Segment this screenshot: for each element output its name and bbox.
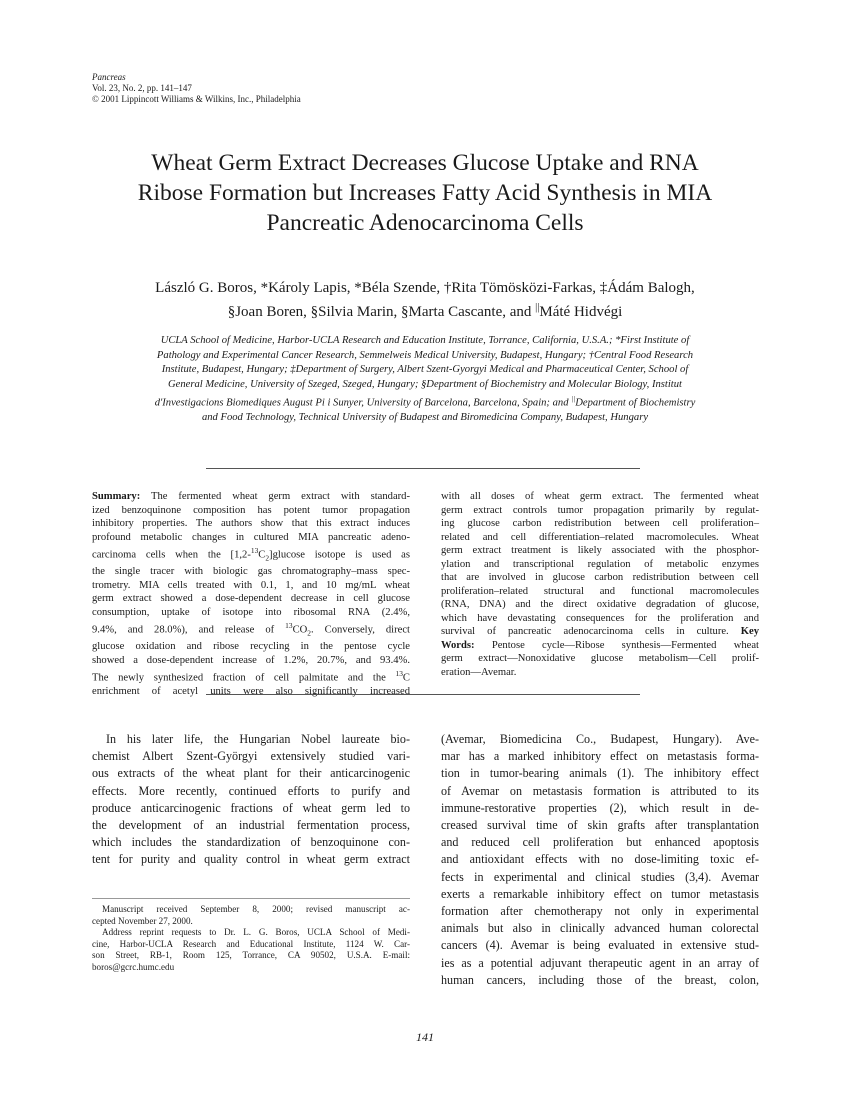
abstract-line: profound metabolic changes in cultured MIA pancreatic adeno-: [92, 531, 410, 543]
body-line: tion in tumor-bearing animals (1). The inhibitory effect: [441, 766, 759, 781]
abstract-line: eration—Avemar.: [441, 666, 517, 678]
abstract-line: proliferation–related structural and functional macromolecules: [441, 585, 759, 597]
affiliation-line: Pathology and Experimental Cancer Research, Semmelweis Medical University, Budapest, Hungary; †Central Food Research: [156, 349, 694, 361]
article-title: [60, 148, 790, 238]
affiliation-line: and Food Technology, Technical University of Budapest and Biromedicina Company, Budapest, Hungary: [201, 412, 649, 424]
abstract-line: (RNA, DNA) and the direct oxidative degradation of glucose,: [441, 599, 759, 610]
body-line: animals but also in clinically advanced human colorectal: [441, 921, 759, 936]
body-line: cancers (4). Avemar is being evaluated in extensive stud-: [441, 938, 759, 953]
footnote-rule: [92, 898, 410, 899]
journal-copyright: © 2001 Lippincott Williams & Wilkins, Inc., Philadelphia: [92, 94, 301, 104]
affiliations: [70, 334, 780, 426]
abstract-line: glucose oxidation and ribose recycling in the pentose cycle: [92, 641, 410, 653]
summary-label: Summary:: [92, 491, 141, 502]
abstract-line: carcinoma cells when the $[1,2-^{13}C_2]glucose$ isotope is used as: [92, 546, 410, 563]
page-number: 141: [416, 1030, 434, 1044]
author-list: [60, 278, 790, 322]
journal-volume: Vol. 23, No. 2, pp. 141–147: [92, 83, 192, 93]
abstract-line: survival of pancreatic adenocarcinoma cells in culture. Key: [441, 626, 759, 637]
body-line: ies as a potential adjuvant therapeutic agent in an array of: [441, 955, 759, 970]
body-line: of Avemar on metastasis formation is attributed to its: [441, 783, 759, 798]
footnote-line: son Street, RB-1, Room 125, Torrance, CA 90502, U.S.A. E-mail:: [92, 950, 410, 961]
title-line: Pancreatic Adenocarcinoma Cells: [266, 210, 584, 236]
abstract-line: trometry. MIA cells treated with 0.1, 1, and 10 mg/mL wheat: [92, 579, 410, 591]
abstract-line: 9.4%, and 28.0%), and release of $^{13}CO_2$. Conversely, direct: [92, 621, 410, 638]
affiliation-line: General Medicine, University of Szeged, Szeged, Hungary; §Department of Biochemistry and Molecular Biology, Institut: [168, 378, 682, 390]
body-line: exerts a remarkable inhibitory effect on tumor metastasis: [441, 886, 759, 901]
body-left-column: [92, 731, 410, 869]
title-line: Wheat Germ Extract Decreases Glucose Uptake and RNA: [151, 150, 699, 176]
body-line: which includes the standardization of benzoquinone con-: [92, 835, 410, 850]
abstract-line: with all doses of wheat germ extract. The fermented wheat: [441, 491, 759, 502]
body-line: creased survival time of skin grafts after transplantation: [441, 818, 759, 833]
body-line: and reduced cell proliferation but enhanced apoptosis: [441, 835, 759, 850]
body-line: mar has a marked inhibitory effect on metastasis forma-: [441, 749, 759, 764]
abstract-line: consumption, uptake of isotope into ribosomal RNA (2.4%,: [92, 606, 410, 618]
abstract-line: Words: Pentose cycle—Ribose synthesis—Fermented wheat: [441, 639, 759, 651]
title-line: Ribose Formation but Increases Fatty Acid Synthesis in MIA: [137, 180, 713, 206]
words-label: Words:: [441, 639, 475, 651]
abstract-bottom-rule: [206, 694, 640, 695]
body-line: effects. More recently, continued efforts to purify and: [92, 783, 410, 798]
affiliation-line: Institute, Budapest, Hungary; ‡Department of Surgery, Albert Szent-Gyorgyi Medical and Pharmaceutical Center, School of: [161, 364, 689, 375]
footnote-line: cepted November 27, 2000.: [92, 915, 193, 926]
body-line: chemist Albert Szent-Györgyi extensively studied vari-: [92, 749, 410, 764]
footnote-line: boros@gcrc.humc.edu: [92, 961, 175, 972]
abstract-line: related and cell differentiation–related macromolecules. Wheat: [441, 531, 759, 543]
author-line: László G. Boros, *Károly Lapis, *Béla Szende, †Rita Tömösközi-Farkas, ‡Ádám Balogh,: [155, 280, 695, 296]
affiliation-line: d'Investigacions Biomediques August Pi i Sunyer, University of Barcelona, Barcelona, Spain; and ||Department of Biochemistry: [154, 394, 696, 409]
body-line: In his later life, the Hungarian Nobel laureate bio-: [106, 732, 410, 746]
abstract-line: germ extract controls tumor propagation primarily by regulat-: [441, 504, 759, 516]
journal-header: [92, 72, 301, 105]
abstract-line: ylation and transcriptional regulation of metabolic enzymes: [441, 558, 759, 570]
footnote-line: Address reprint requests to Dr. L. G. Boros, UCLA School of Medi-: [102, 927, 410, 938]
body-line: formation after chemotherapy not only in experimental: [441, 904, 759, 919]
abstract-line: Summary: The fermented wheat germ extract with standard-: [92, 491, 410, 502]
author-line: §Joan Boren, §Silvia Marin, §Marta Cascante, and ||Máté Hidvégi: [227, 302, 623, 320]
body-line: fects in experimental and clinical studies (3,4). Avemar: [441, 869, 759, 884]
body-line: ous extracts of the wheat plant for their anticarcinogenic: [92, 766, 410, 781]
footnotes: [92, 904, 410, 974]
abstract-top-rule: [206, 468, 640, 469]
key-label: Key: [740, 626, 759, 637]
abstract-line: The newly synthesized fraction of cell palmitate and the $^{13}$C: [92, 669, 410, 684]
abstract-line: ing glucose carbon redistribution between cell proliferation–: [441, 518, 759, 529]
body-line: human cancers, including those of the breast, colon,: [441, 972, 759, 987]
abstract-line: germ extract—Nonoxidative glucose metabolism—Cell prolif-: [441, 653, 759, 664]
body-line: the development of an industrial fermentation process,: [92, 818, 410, 833]
abstract-line: that are involved in glucose carbon redistribution between cell: [441, 572, 759, 583]
body-line: immune-restorative properties (2), which result in de-: [441, 800, 759, 815]
abstract-line: inhibitory properties. The authors show that this extract induces: [92, 518, 410, 529]
abstract-line: germ extract showed a dose-dependent decrease in cell glucose: [92, 593, 410, 605]
abstract-right-column: [441, 490, 759, 679]
abstract-line: enrichment of acetyl units were also significantly increased: [92, 686, 410, 698]
abstract-line: ized benzoquinone composition has potent tumor propagation: [92, 504, 410, 516]
abstract-line: germ extract treatment is likely associated with the phosphor-: [441, 545, 759, 556]
body-right-column: [441, 731, 759, 989]
abstract-line: showed a dose-dependent increase of 1.2%, 20.7%, and 93.4%.: [92, 654, 410, 666]
abstract-line: the single tracer with biologic gas chromatography–mass spec-: [92, 566, 410, 578]
journal-name: Pancreas: [92, 72, 126, 82]
body-line: produce anticarcinogenic fractions of wheat germ led to: [92, 800, 410, 815]
footnote-line: Manuscript received September 8, 2000; revised manuscript ac-: [102, 904, 410, 914]
body-line: and antioxidant effects with no dose-limiting toxic ef-: [441, 852, 759, 867]
footnote-line: cine, Harbor-UCLA Research and Educational Institute, 1124 W. Car-: [92, 938, 410, 949]
body-line: tent for purity and quality control in wheat germ extract: [92, 852, 410, 867]
affiliation-line: UCLA School of Medicine, Harbor-UCLA Research and Education Institute, Torrance, California, U.S.A.; *First Institute of: [160, 335, 690, 346]
body-line: (Avemar, Biomedicina Co., Budapest, Hungary). Ave-: [441, 732, 759, 746]
abstract-line: which have devastating consequences for the proliferation and: [441, 612, 759, 624]
abstract-left-column: [92, 490, 410, 699]
